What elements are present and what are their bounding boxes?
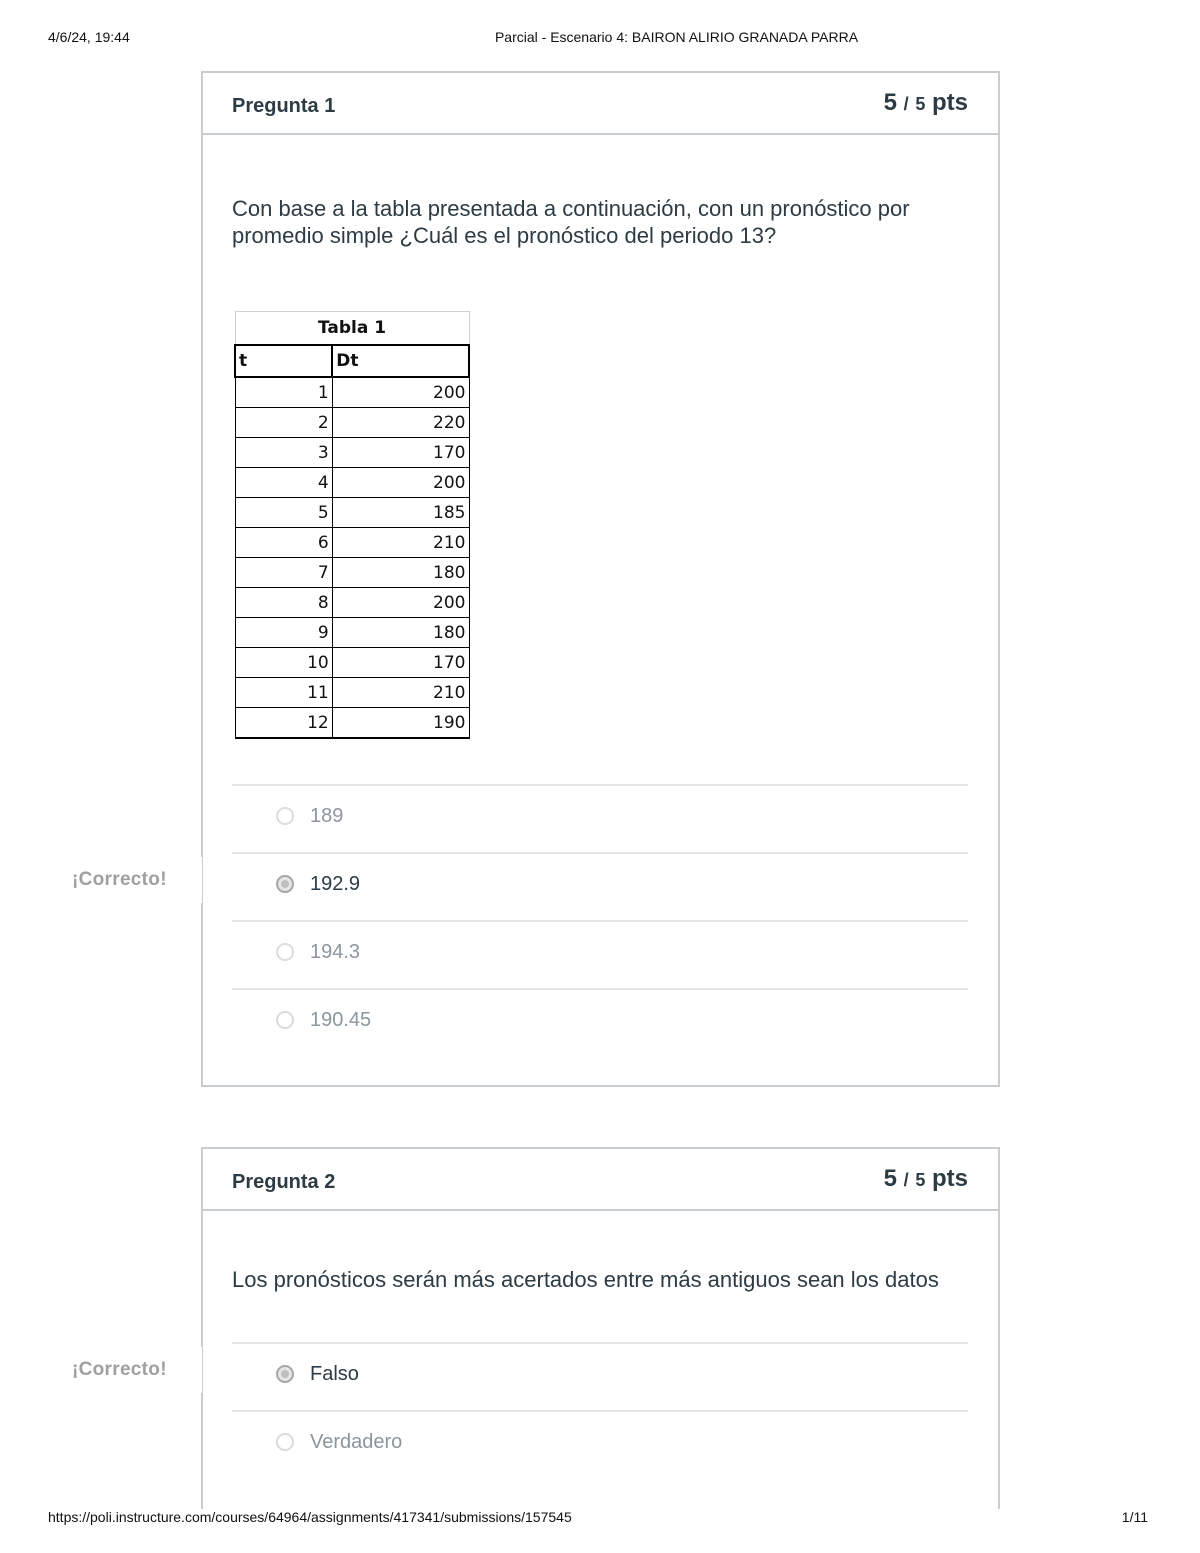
table-cell-dt: 180 [332,618,469,648]
radio-button-selected[interactable] [276,1365,294,1383]
table-row [235,648,469,678]
table-cell-t: 9 [235,618,332,648]
radio-button[interactable] [276,1011,294,1029]
table-row [235,408,469,438]
answer-list [232,1342,968,1478]
answer-option-selected[interactable] [232,852,968,920]
table-cell-t: 12 [235,708,332,739]
answer-label: 190.45 [310,1009,372,1031]
radio-button[interactable] [276,1433,294,1451]
table-cell-t: 7 [235,558,332,588]
print-date: 4/6/24, 19:44 [48,29,130,45]
table-cell-t: 10 [235,648,332,678]
table-cell-dt: 200 [332,468,469,498]
table-cell-dt: 190 [332,708,469,739]
table-row [235,377,469,408]
answer-label: Falso [310,1363,359,1385]
points-earned: 5 [883,89,897,116]
table-header-t: t [235,345,332,377]
table-cell-t: 8 [235,588,332,618]
table-cell-dt: 210 [332,678,469,708]
radio-button[interactable] [276,943,294,961]
question-card-2 [201,1147,1000,1509]
table-header-dt: Dt [332,345,469,377]
correct-feedback-label: ¡Correcto! [72,857,202,903]
table-row [235,468,469,498]
points-unit: pts [932,1165,968,1192]
table-row [235,588,469,618]
table-row [235,438,469,468]
table-row [235,708,469,739]
points-total: 5 [915,1170,926,1190]
table-cell-dt: 220 [332,408,469,438]
table-cell-dt: 170 [332,438,469,468]
question-points [884,89,968,117]
print-url: https://poli.instructure.com/courses/64964/assignments/417341/submissions/157545 [48,1509,572,1525]
question-points [884,1165,968,1193]
print-page-number: 1/11 [1121,1509,1148,1525]
table-cell-dt: 180 [332,558,469,588]
answer-option[interactable] [232,784,968,852]
print-title: Parcial - Escenario 4: BAIRON ALIRIO GRANADA PARRA [494,29,859,45]
table-cell-t: 2 [235,408,332,438]
table-title: Tabla 1 [235,312,469,346]
table-cell-dt: 210 [332,528,469,558]
answer-option-selected[interactable] [232,1342,968,1410]
table-cell-t: 1 [235,377,332,408]
answer-option[interactable] [232,988,968,1056]
answer-option[interactable] [232,920,968,988]
table-cell-t: 11 [235,678,332,708]
points-total: 5 [915,94,926,114]
points-earned: 5 [883,1165,897,1192]
answer-list [232,784,968,1056]
table-row [235,528,469,558]
table-cell-t: 6 [235,528,332,558]
table-cell-t: 3 [235,438,332,468]
points-separator: / [903,94,909,114]
table-row [235,498,469,528]
table-cell-t: 4 [235,468,332,498]
answer-label: Verdadero [310,1431,403,1453]
radio-button[interactable] [276,807,294,825]
answer-label: 192.9 [310,873,361,895]
question-text: Con base a la tabla presentada a continuación, con un pronóstico por promedio simple ¿Cuál es el pronóstico del periodo 13? [232,196,910,248]
points-unit: pts [932,89,968,116]
question-title: Pregunta 2 [232,1171,336,1193]
question-title: Pregunta 1 [232,95,336,117]
table-cell-dt: 170 [332,648,469,678]
question-text: Los pronósticos serán más acertados entre más antiguos sean los datos [232,1267,939,1292]
points-separator: / [903,1170,909,1190]
question-card-1 [201,71,1000,1087]
table-row [235,678,469,708]
correct-feedback-label: ¡Correcto! [72,1347,202,1393]
question-header [203,1149,998,1211]
answer-option[interactable] [232,1410,968,1478]
table-cell-dt: 200 [332,588,469,618]
question-header [203,73,998,135]
table-row [235,558,469,588]
table-cell-dt: 185 [332,498,469,528]
data-table-image [234,311,470,731]
table-row [235,618,469,648]
answer-label: 194.3 [310,941,361,963]
table-cell-dt: 200 [332,377,469,408]
radio-button-selected[interactable] [276,875,294,893]
table-cell-t: 5 [235,498,332,528]
answer-label: 189 [310,805,344,827]
